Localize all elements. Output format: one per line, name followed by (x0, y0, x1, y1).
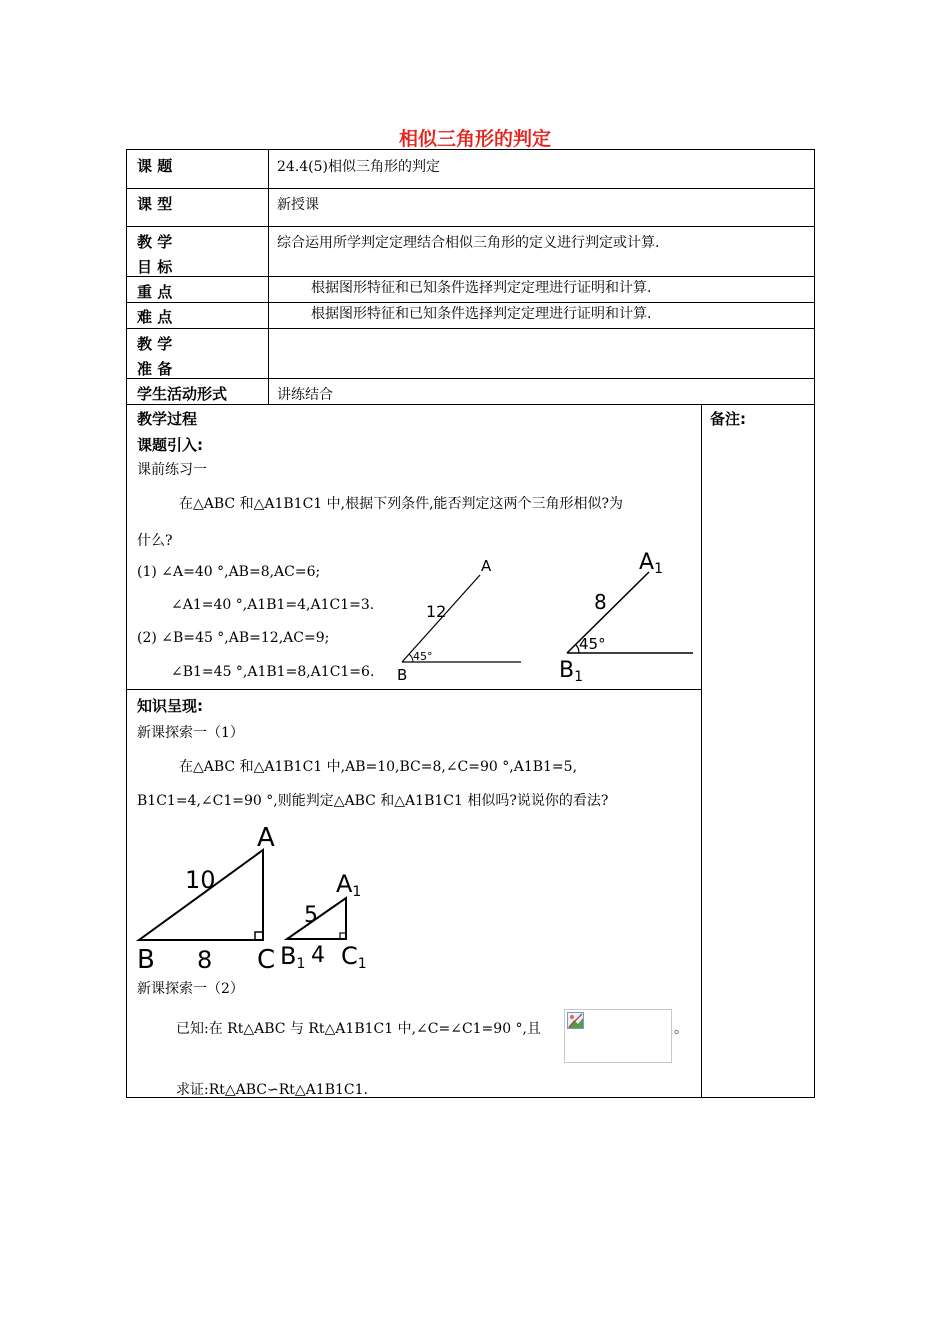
fig2-side-label: 8 (594, 590, 607, 614)
remarks-heading: 备注: (710, 410, 746, 428)
fig3-label-b: B (137, 945, 155, 975)
row-value-goal: 综合运用所学判定定理结合相似三角形的定义进行判定或计算. (277, 235, 660, 251)
row-label-goal-1: 教 学 (137, 233, 173, 251)
row-label-difficulty: 难 点 (137, 308, 173, 326)
figure-right-triangle-abc (127, 822, 287, 982)
fig1-label-a: A (481, 557, 492, 575)
fig4-label-c: C1 (341, 942, 367, 972)
fig2-label-b: B1 (559, 658, 584, 685)
question-line-2: 什么? (137, 533, 173, 549)
exercise-title: 课前练习一 (137, 462, 207, 478)
fig3-base-label: 8 (197, 946, 213, 974)
condition-1b: ∠A1=40 °,A1B1=4,A1C1=3. (171, 597, 375, 613)
fig2-angle-label: 45° (579, 635, 606, 653)
explore1-line-2: B1C1=4,∠C1=90 °,则能判定△ABC 和△A1B1C1 相似吗?说说你的看法? (137, 793, 609, 809)
explore1-line-1: 在△ABC 和△A1B1C1 中,AB=10,BC=8,∠C=90 °,A1B1=5, (179, 759, 578, 775)
fig1-angle-label: 45° (413, 650, 433, 663)
page-title: 相似三角形的判定 (398, 128, 551, 150)
row-value-key: 根据图形特征和已知条件选择判定定理进行证明和计算. (311, 280, 652, 296)
figure-angle-b-small (393, 550, 533, 690)
row-label-key: 重 点 (137, 283, 173, 301)
lesson-plan-table (126, 149, 815, 1098)
explore1-title: 新课探索一（1） (137, 725, 244, 741)
row-value-type: 新授课 (277, 197, 319, 213)
fig3-hyp-label: 10 (185, 866, 216, 894)
condition-2b: ∠B1=45 °,A1B1=8,A1C1=6. (171, 664, 375, 680)
broken-image-icon (567, 1012, 585, 1030)
row-value-topic: 24.4(5)相似三角形的判定 (277, 159, 441, 175)
fig4-base-label: 4 (311, 943, 325, 968)
fig4-label-a: A1 (336, 870, 362, 900)
knowledge-heading: 知识呈现: (137, 697, 203, 715)
row-label-goal-2: 目 标 (137, 258, 173, 276)
intro-heading: 课题引入: (137, 436, 203, 454)
fig3-label-a: A (257, 823, 275, 853)
row-label-activity: 学生活动形式 (137, 385, 228, 403)
row-value-activity: 讲练结合 (277, 387, 333, 403)
row-value-difficulty: 根据图形特征和已知条件选择判定定理进行证明和计算. (311, 306, 652, 322)
explore2-given: 已知:在 Rt△ABC 与 Rt△A1B1C1 中,∠C=∠C1=90 °,且 (176, 1021, 542, 1037)
explore2-prove: 求证:Rt△ABC∽Rt△A1B1C1. (176, 1082, 368, 1098)
fig3-label-c: C (257, 945, 276, 975)
fig2-label-a: A1 (639, 550, 663, 577)
row-label-prep-2: 准 备 (137, 360, 173, 378)
fig1-label-b: B (397, 666, 408, 684)
explore2-end-mark: 。 (674, 1021, 688, 1037)
fig4-label-b: B1 (280, 942, 306, 972)
condition-2a: (2) ∠B=45 °,AB=12,AC=9; (137, 630, 330, 646)
row-label-prep-1: 教 学 (137, 335, 173, 353)
broken-image-placeholder (564, 1009, 672, 1063)
condition-1a: (1) ∠A=40 °,AB=8,AC=6; (137, 564, 321, 580)
row-label-type: 课 型 (137, 195, 173, 213)
fig4-hyp-label: 5 (304, 903, 318, 928)
figure-right-triangle-a1b1c1 (277, 868, 387, 978)
figure-angle-b1-large (559, 545, 699, 685)
explore2-title: 新课探索一（2） (137, 981, 244, 997)
row-label-topic: 课 题 (137, 157, 173, 175)
question-line-1: 在△ABC 和△A1B1C1 中,根据下列条件,能否判定这两个三角形相似?为 (179, 496, 624, 512)
fig1-side-label: 12 (426, 602, 447, 621)
process-heading: 教学过程 (137, 410, 198, 428)
